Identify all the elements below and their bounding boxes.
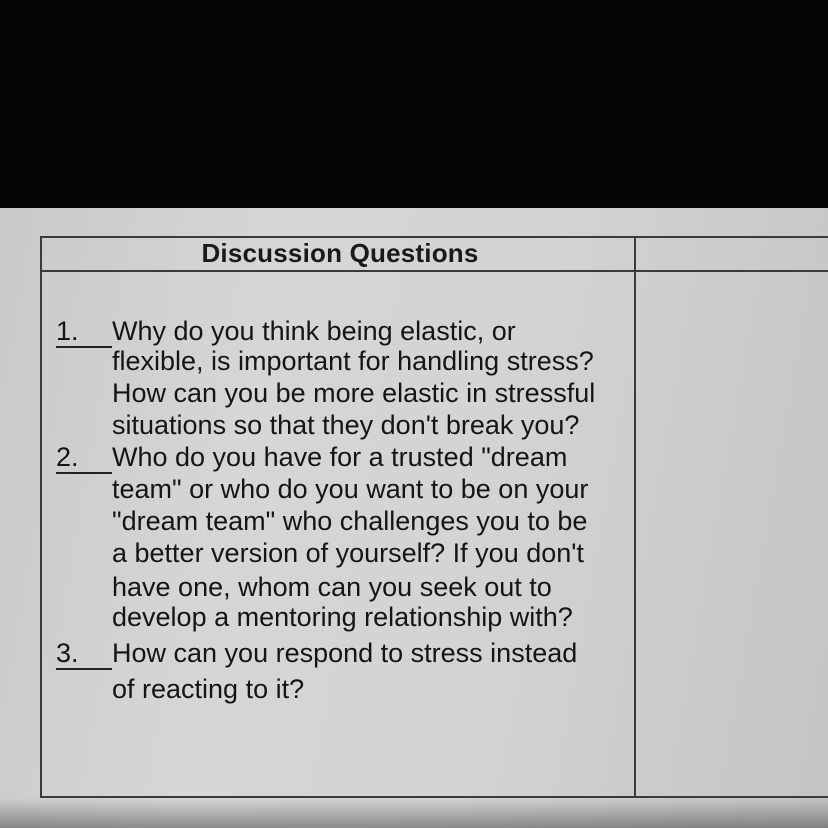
question-2-line-3: "dream team" who challenges you to be (112, 506, 588, 536)
question-2-line-1: Who do you have for a trusted "dream (112, 442, 568, 472)
question-1-number: 1. (56, 316, 112, 348)
header-divider (40, 270, 828, 272)
column-divider (634, 236, 636, 798)
question-2-line-5: have one, whom can you seek out to (112, 572, 552, 602)
question-2-line-2: team" or who do you want to be on your (112, 474, 589, 504)
discussion-questions-header: Discussion Questions (201, 238, 479, 268)
question-3-line-2: of reacting to it? (112, 674, 305, 704)
question-3-line-1: How can you respond to stress instead (112, 638, 578, 668)
table-left-border (40, 236, 42, 798)
question-2-line-4: a better version of yourself? If you don't (112, 538, 584, 568)
question-3-number: 3. (56, 638, 112, 670)
question-1-line-4: situations so that they don't break you? (112, 410, 580, 440)
dark-background (0, 0, 828, 208)
question-1-line-2: flexible, is important for handling stress? (112, 346, 594, 376)
question-1-line-1: Why do you think being elastic, or (112, 316, 516, 346)
question-1-line-3: How can you be more elastic in stressful (112, 378, 596, 408)
question-2-number: 2. (56, 442, 112, 474)
bottom-shadow (0, 798, 828, 828)
question-2-line-6: develop a mentoring relationship with? (112, 602, 573, 632)
